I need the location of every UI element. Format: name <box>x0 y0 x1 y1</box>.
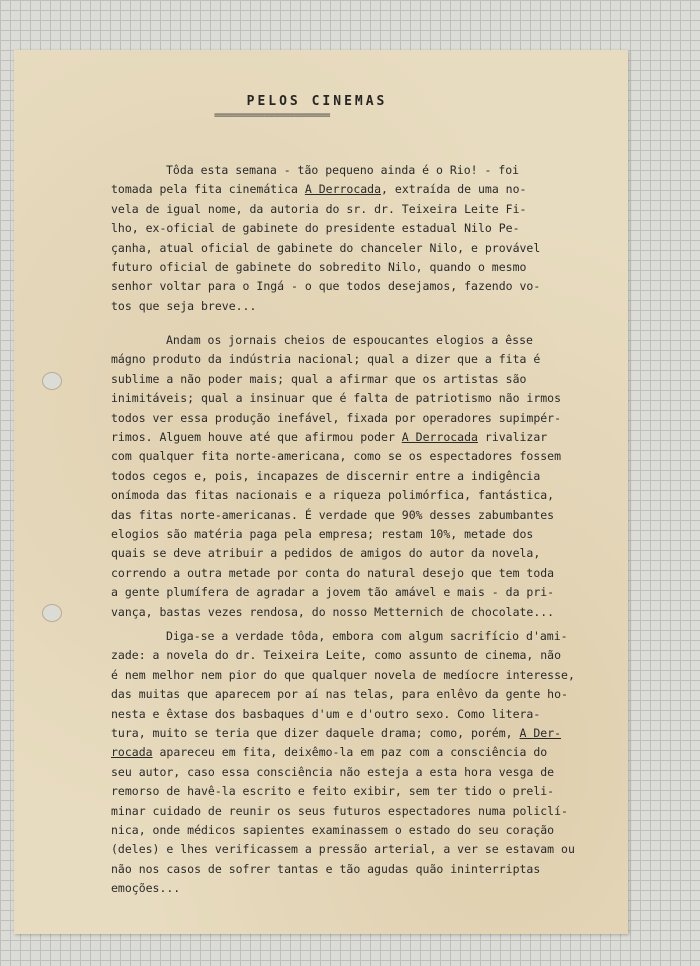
film-title-underlined: A Derrocada <box>401 430 478 444</box>
text-line: correndo a outra metade por conta do natural desejo que tem toda <box>111 565 555 580</box>
text-line: das muitas que aparecem por aí nas telas, para enlêvo da gente ho- <box>111 687 568 702</box>
text-segment: rivalizar <box>477 430 548 444</box>
text-segment: , extraída de uma no- <box>381 182 527 197</box>
text-line: sublime a não poder mais; qual a afirmar que os artistas são <box>111 371 527 386</box>
text-line: é nem melhor nem pior do que qualquer novela de medíocre interesse, <box>111 667 575 682</box>
text-line <box>111 182 526 196</box>
text-line: Diga-se a verdade tôda, embora com algum sacrifício d'ami- <box>166 629 568 643</box>
text-segment: apareceu em fita, deixêmo-la em paz com a consciência do <box>152 745 548 760</box>
text-line: tos que seja breve... <box>111 298 257 313</box>
text-line: nica, onde médicos sapientes examinassem o estado do seu coração <box>111 823 555 837</box>
text-line: emoções... <box>111 881 181 896</box>
text-segment: tura, muito se teria que dizer daquele drama; como, porém, <box>111 726 520 740</box>
text-line: (deles) e lhes verificassem a pressão arterial, a ver se estavam ou <box>111 842 575 857</box>
film-title-underlined: rocada <box>111 745 153 760</box>
text-line: inimitáveis; qual a insinuar que é falta de patriotismo não irmos <box>111 391 562 406</box>
text-segment: tomada pela fita cinemática <box>111 182 305 197</box>
film-title-underlined: A Derrocada <box>304 182 382 197</box>
text-line: todos ver essa produção inefável, fixada por operadores supimpér- <box>111 410 562 425</box>
text-line: zade: a novela do dr. Teixeira Leite, como assunto de cinema, não <box>111 648 562 663</box>
text-line: çanha, atual oficial de gabinete do chanceler Nilo, e provável <box>111 240 541 255</box>
punch-hole <box>42 604 62 622</box>
text-line: elogios são matéria paga pela empresa; restam 10%, metade dos <box>111 527 534 541</box>
text-line <box>111 430 547 444</box>
text-line: não nos casos de sofrer tantas e tão agudas quão ininterriptas <box>111 861 541 876</box>
text-line: vança, bastas vezes rendosa, do nosso Metternich de chocolate... <box>111 604 555 619</box>
text-line <box>111 726 561 740</box>
text-line: lho, ex-oficial de gabinete do presidente estadual Nilo Pe- <box>111 221 520 236</box>
document-title: PELOS CINEMAS <box>246 94 388 109</box>
text-line: Tôda esta semana - tão pequeno ainda é o Rio! - foi <box>166 163 520 177</box>
text-line: a gente plumífera de agradar a jovem tão amável e mais - da pri- <box>111 585 555 600</box>
text-line: Andam os jornais cheios de espoucantes elogios a êsse <box>166 333 533 347</box>
text-line: vela de igual nome, da autoria do sr. dr. Teixeira Leite Fi- <box>111 201 527 216</box>
text-line: futuro oficial de gabinete do sobredito Nilo, quando o mesmo <box>111 260 527 274</box>
text-segment: rimos. Alguem houve até que afirmou poder <box>111 430 402 444</box>
title-underline: ======================= <box>214 110 330 121</box>
text-line <box>111 745 547 759</box>
punch-hole <box>42 372 62 390</box>
typewritten-page <box>14 50 628 934</box>
text-line: minar cuidado de reunir os seus futuros espectadores numa policlí- <box>111 803 568 818</box>
text-line: todos cegos e, pois, incapazes de discernir entre a indigência <box>111 468 541 483</box>
text-line: com qualquer fita norte-americana, como se os espectadores fossem <box>111 449 562 464</box>
film-title-underlined: A Der- <box>519 726 562 740</box>
text-line: seu autor, caso essa consciência não esteja a esta hora vesga de <box>111 764 555 779</box>
text-line: quais se deve atribuir a pedidos de amigos do autor da novela, <box>111 546 541 561</box>
text-line: onímoda das fitas nacionais e a riqueza polimórfica, fantástica, <box>111 488 555 503</box>
text-line: das fitas norte-americanas. É verdade que 90% desses zabumbantes <box>111 507 555 522</box>
text-line: senhor voltar para o Ingá - o que todos desejamos, fazendo vo- <box>111 279 541 294</box>
text-line: nesta e êxtase dos basbaques d'um e d'outro sexo. Como litera- <box>111 706 541 721</box>
text-line: mágno produto da indústria nacional; qual a dizer que a fita é <box>111 352 541 367</box>
text-line: remorso de havê-la escrito e feito exibir, sem ter tido o preli- <box>111 784 555 799</box>
